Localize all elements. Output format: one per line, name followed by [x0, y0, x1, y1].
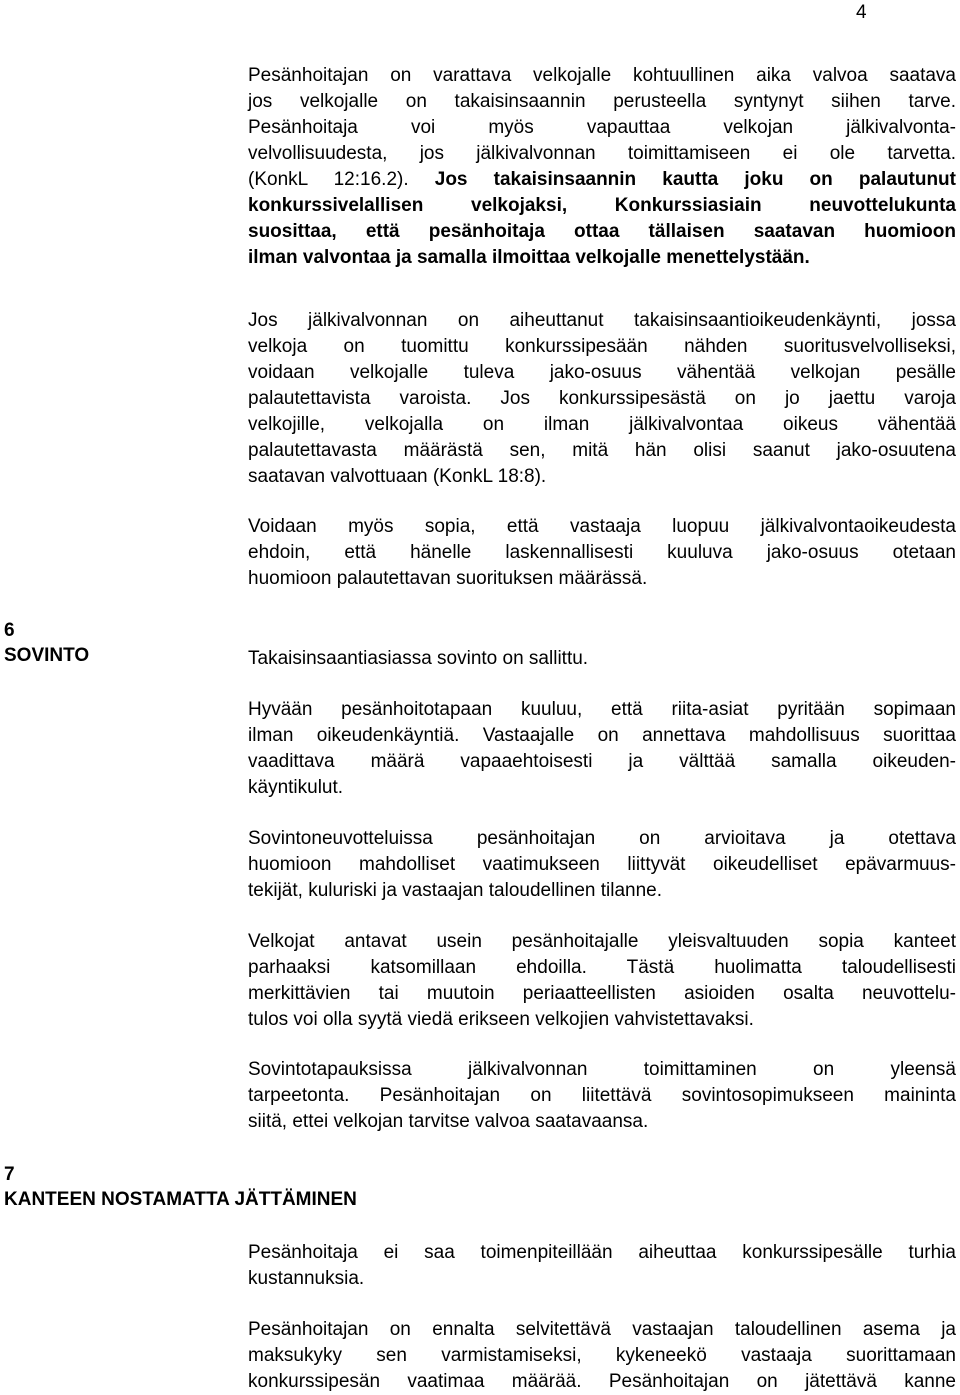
text-line: Takaisinsaantiasiassa sovinto on sallittu.	[248, 648, 589, 669]
text-line: maksukyky sen varmistamiseksi, kykeneekö vastaaja suorittamaan	[248, 1345, 956, 1366]
text-line: tekijät, kuluriski ja vastaajan taloudellinen tilanne.	[248, 880, 663, 901]
text-line: tarpeetonta. Pesänhoitajan on liitettävä sovintosopimukseen maininta	[248, 1085, 956, 1106]
text-line: Pesänhoitaja ei saa toimenpiteillään aiheuttaa konkurssipesälle turhia	[248, 1242, 956, 1263]
text-line: velkoja on tuomittu konkurssipesään nähden suoritusvelvolliseksi,	[248, 336, 956, 357]
text-line: saatavan valvottuaan (KonkL 18:8).	[248, 466, 547, 487]
text-line-mixed	[248, 167, 956, 193]
text-line: voidaan velkojalle tuleva jako-osuus vähentää velkojan pesälle	[248, 362, 956, 383]
text-line: palautettavista varoista. Jos konkurssipesästä on jo jaettu varoja	[248, 388, 956, 409]
section-title: SOVINTO	[4, 645, 90, 666]
section-title: KANTEEN NOSTAMATTA JÄTTÄMINEN	[4, 1189, 357, 1210]
section-heading-6	[4, 618, 89, 668]
text-line: huomioon palautettavan suorituksen määrässä.	[248, 568, 648, 589]
text-line: Pesänhoitaja voi myös vapauttaa velkojan jälkivalvonta-	[248, 117, 956, 138]
text-line: Hyvään pesänhoitotapaan kuuluu, että riita-asiat pyritään sopimaan	[248, 699, 956, 720]
section-number: 7	[4, 1164, 15, 1185]
text-line: Jos jälkivalvonnan on aiheuttanut takaisinsaantioikeudenkäynti, jossa	[248, 310, 956, 331]
text-line: velkojille, velkojalla on ilman jälkivalvontaa oikeus vähentää	[248, 414, 956, 435]
text-line: huomioon mahdolliset vaatimukseen liittyvät oikeudelliset epävarmuus-	[248, 854, 956, 875]
paragraph-late-claim-time	[248, 63, 956, 271]
text-line: siitä, ettei velkojan tarvitse valvoa saatavaansa.	[248, 1111, 649, 1132]
text-line: jos velkojalle on takaisinsaannin perusteella syntynyt siihen tarve.	[248, 91, 956, 112]
section-number: 6	[4, 620, 15, 641]
paragraph-clawback-litigation	[248, 308, 956, 490]
paragraph-unnecessary-costs	[248, 1240, 956, 1292]
page-number: 4	[856, 2, 867, 23]
text-line: kustannuksia.	[248, 1268, 365, 1289]
bold-text-line: konkurssivelallisen velkojaksi, Konkurssiasiain neuvottelukunta	[248, 195, 956, 216]
paragraph-creditor-mandate	[248, 929, 956, 1033]
text-line: ilman oikeudenkäyntiä. Vastaajalle on annettava mahdollisuus suorittaa	[248, 725, 956, 746]
paragraph-good-practice	[248, 697, 956, 801]
text-line: Pesänhoitajan on ennalta selvitettävä vastaajan taloudellinen asema ja	[248, 1319, 956, 1340]
text-line: parhaaksi katsomillaan ehdoilla. Tästä huolimatta taloudellisesti	[248, 957, 956, 978]
paragraph-solvency-check	[248, 1317, 956, 1395]
bold-text-line: suosittaa, että pesänhoitaja ottaa tällaisen saatavan huomioon	[248, 221, 956, 242]
text-line: Velkojat antavat usein pesänhoitajalle yleisvaltuuden sopia kanteet	[248, 931, 956, 952]
text-line: Voidaan myös sopia, että vastaaja luopuu jälkivalvontaoikeudesta	[248, 516, 956, 537]
law-reference: (KonkL 12:16.2).	[248, 169, 435, 190]
text-line: Pesänhoitajan on varattava velkojalle kohtuullinen aika valvoa saatava	[248, 65, 956, 86]
paragraph-settlement-cases	[248, 1057, 956, 1135]
section-heading-7	[4, 1162, 357, 1212]
paragraph-settlement-allowed	[248, 646, 956, 672]
text-line: Sovintotapauksissa jälkivalvonnan toimittaminen on yleensä	[248, 1059, 956, 1080]
text-line: käyntikulut.	[248, 777, 344, 798]
text-line: merkittävien tai muutoin periaatteellisten asioiden osalta neuvottelu-	[248, 983, 956, 1004]
text-line: vaadittava määrä vapaaehtoisesti ja välttää samalla oikeuden-	[248, 751, 956, 772]
paragraph-negotiations	[248, 826, 956, 904]
text-line: konkurssipesän vaatimaa määrää. Pesänhoitajan on jätettävä kanne	[248, 1371, 956, 1392]
text-line: tulos voi olla syytä viedä erikseen velkojien vahvistettavaksi.	[248, 1009, 754, 1030]
text-line: Sovintoneuvotteluissa pesänhoitajan on arvioitava ja otettava	[248, 828, 956, 849]
text-line: velvollisuudesta, jos jälkivalvonnan toimittamiseen ei ole tarvetta.	[248, 143, 956, 164]
text-line: palautettavasta määrästä sen, mitä hän olisi saanut jako-osuutena	[248, 440, 956, 461]
bold-text-line: ilman valvontaa ja samalla ilmoittaa velkojalle menettelystään.	[248, 247, 810, 268]
bold-recommendation-start: Jos takaisinsaannin kautta joku on palautunut	[434, 169, 956, 190]
text-line: ehdoin, että hänelle laskennallisesti kuuluva jako-osuus otetaan	[248, 542, 956, 563]
paragraph-waiver-agreement	[248, 514, 956, 592]
